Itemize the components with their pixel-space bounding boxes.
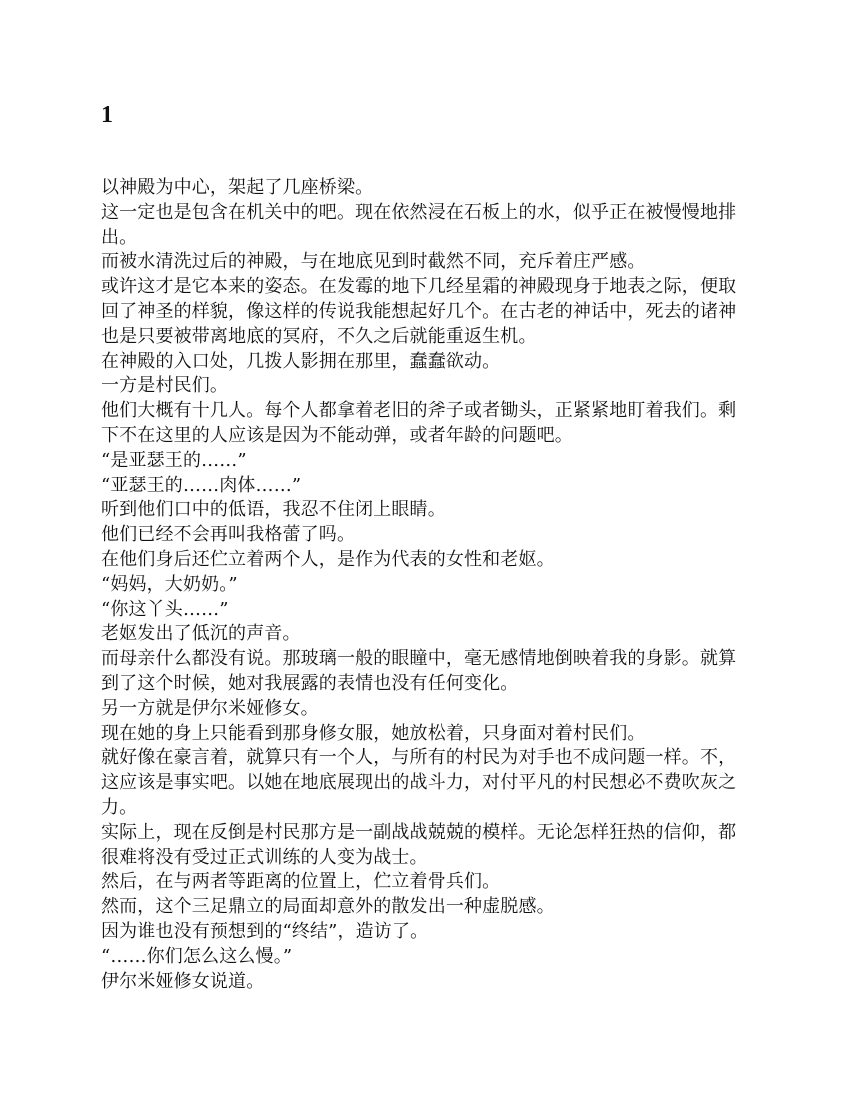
body-text xyxy=(101,176,751,994)
paragraph: 然而，这个三足鼎立的局面却意外的散发出一种虚脱感。 xyxy=(101,896,555,918)
paragraph: “……你们怎么这么慢。” xyxy=(101,945,293,967)
paragraph: 他们已经不会再叫我格蕾了吗。 xyxy=(101,524,356,546)
paragraph: 就好像在豪言着，就算只有一个人，与所有的村民为对手也不成问题一样。不，这应该是事实吧。以她在地底展现出的战斗力，对付平凡的村民想必不费吹灰之力。 xyxy=(101,747,737,818)
paragraph: 现在她的身上只能看到那身修女服，她放松着，只身面对着村民们。 xyxy=(101,722,646,744)
paragraph: 实际上，现在反倒是村民那方是一副战战兢兢的模样。无论怎样狂热的信仰，都很难将没有受过正式训练的人变为战士。 xyxy=(101,821,737,868)
chapter-heading: 1 xyxy=(101,102,113,128)
paragraph: 在神殿的入口处，几拨人影拥在那里，蠢蠢欲动。 xyxy=(101,350,501,372)
paragraph: 一方是村民们。 xyxy=(101,375,229,397)
paragraph: 这一定也是包含在机关中的吧。现在依然浸在石板上的水，似乎正在被慢慢地排出。 xyxy=(101,201,737,248)
paragraph: 而母亲什么都没有说。那玻璃一般的眼瞳中，毫无感情地倒映着我的身影。就算到了这个时候，她对我展露的表情也没有任何变化。 xyxy=(101,648,737,694)
paragraph: 另一方就是伊尔米娅修女。 xyxy=(101,697,319,719)
paragraph: 在他们身后还伫立着两个人，是作为代表的女性和老妪。 xyxy=(101,548,555,570)
paragraph: 然后，在与两者等距离的位置上，伫立着骨兵们。 xyxy=(101,871,501,893)
paragraph: “是亚瑟王的……” xyxy=(101,449,247,471)
paragraph: 以神殿为中心，架起了几座桥梁。 xyxy=(101,177,374,198)
paragraph: 他们大概有十几人。每个人都拿着老旧的斧子或者锄头，正紧紧地盯着我们。剩下不在这里的人应该是因为不能动弹，或者年龄的问题吧。 xyxy=(101,400,737,446)
paragraph: 老妪发出了低沉的声音。 xyxy=(101,623,301,645)
paragraph: 或许这才是它本来的姿态。在发霉的地下几经星霜的神殿现身于地表之际，便取回了神圣的样貌，像这样的传说我能想起好几个。在古老的神话中，死去的诸神也是只要被带离地底的冥府，不久之后就能重返生机。 xyxy=(101,276,737,347)
paragraph: 因为谁也没有预想到的“终结”，造访了。 xyxy=(101,920,429,942)
paragraph: 而被水清洗过后的神殿，与在地底见到时截然不同，充斥着庄严感。 xyxy=(101,251,646,273)
paragraph: 伊尔米娅修女说道。 xyxy=(101,970,265,992)
paragraph: 听到他们口中的低语，我忍不住闭上眼睛。 xyxy=(101,499,446,521)
paragraph: “你这丫头……” xyxy=(101,598,229,620)
paragraph: “妈妈，大奶奶。” xyxy=(101,573,238,595)
paragraph: “亚瑟王的……肉体……” xyxy=(101,474,302,496)
